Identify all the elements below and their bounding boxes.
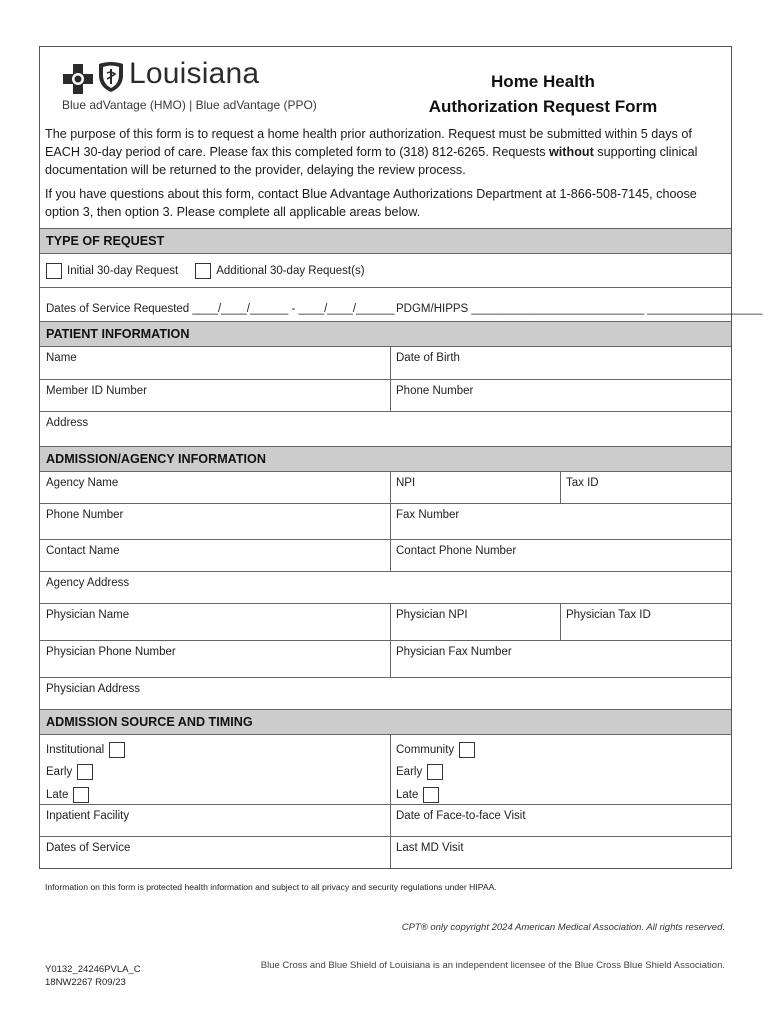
agency-name-field[interactable]: Agency Name: [40, 472, 390, 504]
agency-tax-id-field[interactable]: Tax ID: [560, 472, 731, 504]
pdgm-hipps-field[interactable]: PDGM/HIPPS ___________________________ __________________: [396, 303, 763, 315]
institutional-early-checkbox[interactable]: [77, 764, 93, 780]
patient-info-heading: PATIENT INFORMATION: [40, 321, 731, 347]
blue-cross-icon: [63, 64, 93, 94]
agency-npi-field[interactable]: NPI: [390, 472, 560, 504]
title-line-2: Authorization Request Form: [428, 97, 658, 116]
institutional-label: Institutional: [46, 743, 105, 756]
phi-notice: Information on this form is protected health information and subject to all privacy and security regulations under HIPAA.: [45, 882, 497, 892]
community-late-checkbox[interactable]: [423, 787, 439, 803]
physician-phone-field[interactable]: Physician Phone Number: [40, 641, 390, 678]
initial-request-checkbox[interactable]: [46, 263, 62, 279]
institutional-group: [40, 735, 390, 805]
column-divider: [560, 472, 561, 504]
intro-text-part: supporting clinical documentation will be returned to the provider, delaying the review process.: [45, 145, 698, 177]
date-of-birth-field[interactable]: Date of Birth: [390, 347, 731, 380]
agency-fax-field[interactable]: Fax Number: [390, 504, 731, 540]
community-label: Community: [396, 743, 455, 756]
column-divider: [390, 604, 391, 678]
form-code-line-1: Y0132_24246PVLA_C: [45, 964, 141, 975]
authorization-form: [39, 46, 763, 869]
request-type-row: [40, 254, 731, 288]
form-title: [413, 69, 673, 119]
additional-request-label: Additional 30-day Request(s): [216, 264, 365, 277]
bcbs-louisiana-logo: [58, 57, 317, 115]
community-group: [390, 735, 731, 805]
agency-address-field[interactable]: Agency Address: [40, 572, 731, 604]
institutional-early-label: Early: [46, 766, 73, 778]
form-header: [40, 47, 731, 123]
form-code: [45, 963, 141, 989]
physician-npi-field[interactable]: Physician NPI: [390, 604, 560, 641]
community-checkbox[interactable]: [459, 742, 475, 758]
column-divider: [390, 347, 391, 412]
column-divider: [560, 604, 561, 641]
physician-address-field[interactable]: Physician Address: [46, 683, 140, 695]
agency-info-heading: ADMISSION/AGENCY INFORMATION: [40, 446, 731, 472]
last-md-visit-field[interactable]: Last MD Visit: [396, 842, 464, 854]
inpatient-facility-field[interactable]: Inpatient Facility: [40, 805, 390, 837]
institutional-late-checkbox[interactable]: [73, 787, 89, 803]
intro-bold-word: without: [549, 145, 594, 159]
form-code-line-2: 18NW2267 R09/23: [45, 977, 126, 988]
member-id-field[interactable]: Member ID Number: [40, 380, 390, 412]
patient-name-field[interactable]: Name: [40, 347, 390, 380]
dates-of-service-requested-field[interactable]: Dates of Service Requested ____/____/______ - ____/____/______: [46, 303, 395, 315]
intro-paragraph-2: If you have questions about this form, contact Blue Advantage Authorizations Department at 1-866-508-7145, choose option 3, then option 3. Please complete all applicable areas below.: [45, 187, 697, 219]
face-to-face-date-field[interactable]: Date of Face-to-face Visit: [390, 805, 731, 837]
physician-name-field[interactable]: Physician Name: [40, 604, 390, 641]
column-divider: [390, 735, 391, 868]
physician-fax-field[interactable]: Physician Fax Number: [390, 641, 731, 678]
blue-shield-icon: [98, 61, 124, 93]
additional-request-checkbox[interactable]: [195, 263, 211, 279]
community-early-label: Early: [396, 766, 423, 778]
dates-of-service-field[interactable]: Dates of Service: [46, 842, 131, 854]
initial-request-label: Initial 30-day Request: [67, 264, 179, 277]
logo-subtitle: Blue adVantage (HMO) | Blue adVantage (PPO): [62, 98, 317, 112]
column-divider: [390, 472, 391, 572]
intro-text: [45, 125, 725, 221]
agency-phone-field[interactable]: Phone Number: [40, 504, 390, 540]
intro-paragraph-1: [45, 125, 725, 179]
institutional-checkbox[interactable]: [109, 742, 125, 758]
community-early-checkbox[interactable]: [427, 764, 443, 780]
cpt-copyright: CPT® only copyright 2024 American Medical Association. All rights reserved.: [401, 922, 725, 933]
intro-text-part: The purpose of this form is to request a home health prior authorization. Request must be submitted within 5 days of EACH 30-day period of care. Please fax this completed form to (318) 812-6265. Requests: [45, 127, 692, 159]
patient-phone-field[interactable]: Phone Number: [390, 380, 731, 412]
community-late-label: Late: [396, 789, 419, 801]
contact-phone-field[interactable]: Contact Phone Number: [390, 540, 731, 572]
admission-source-heading: ADMISSION SOURCE AND TIMING: [40, 709, 731, 735]
licensee-statement: Blue Cross and Blue Shield of Louisiana is an independent licensee of the Blue Cross Blue Shield Association.: [260, 960, 725, 971]
physician-tax-id-field[interactable]: Physician Tax ID: [560, 604, 731, 641]
institutional-late-label: Late: [46, 789, 69, 801]
logo-wordmark: Louisiana: [129, 57, 260, 90]
title-line-1: Home Health: [491, 72, 595, 91]
patient-address-field[interactable]: Address: [46, 417, 89, 429]
type-of-request-heading: TYPE OF REQUEST: [40, 228, 731, 254]
contact-name-field[interactable]: Contact Name: [40, 540, 390, 572]
